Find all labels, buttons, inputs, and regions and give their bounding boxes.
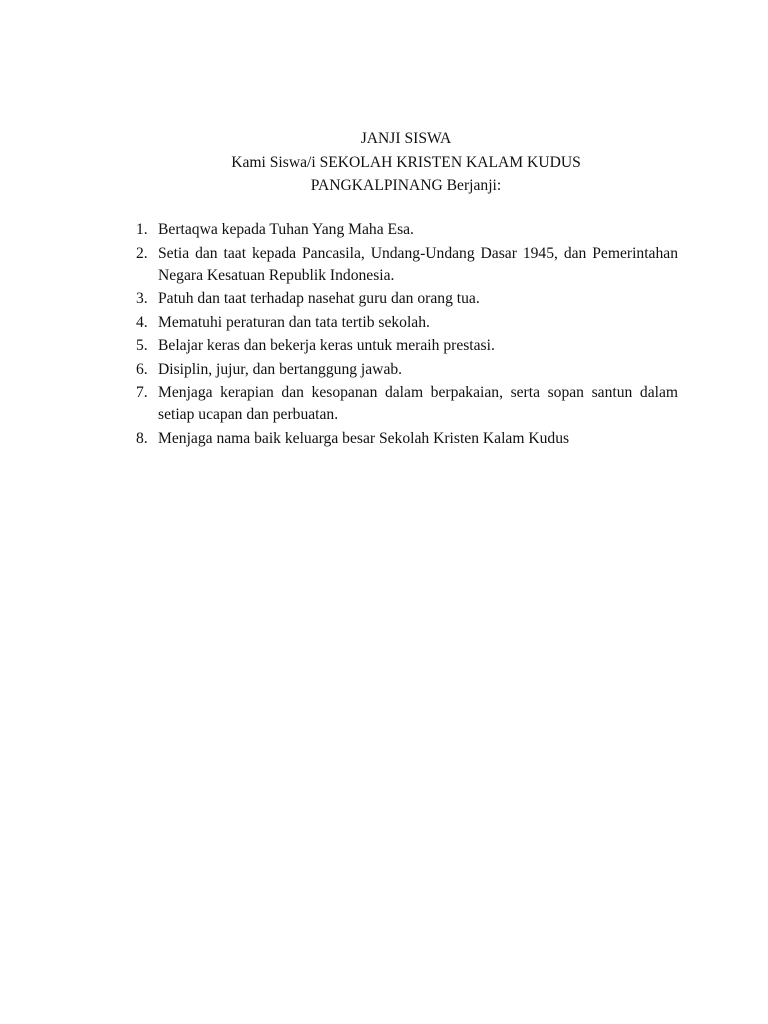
promise-list [136,219,678,451]
promise-text: Menjaga nama baik keluarga besar Sekolah Kristen Kalam Kudus [158,429,570,447]
promise-number: 2. [136,244,148,262]
document-subtitle-line-2: PANGKALPINANG Berjanji: [310,177,502,194]
promise-number: 3. [136,290,148,307]
promise-item [136,428,678,450]
promise-text: Mematuhi peraturan dan tata tertib sekolah. [158,313,430,331]
promise-item [136,288,678,310]
promise-number: 8. [136,429,148,447]
promise-number: 4. [136,313,148,331]
promise-item [136,312,678,334]
promise-text: Patuh dan taat terhadap nasehat guru dan orang tua. [158,290,480,307]
promise-text: Setia dan taat kepada Pancasila, Undang-Undang Dasar 1945, dan Pemerintahan Negara Kesatuan Republik Indonesia. [158,244,678,284]
document-title: JANJI SISWA [360,130,452,147]
promise-item [136,335,678,357]
promise-item [136,243,678,287]
promise-text: Menjaga kerapian dan kesopanan dalam berpakaian, serta sopan santun dalam setiap ucapan dan perbuatan. [158,384,678,423]
promise-number: 1. [136,221,148,238]
promise-text: Bertaqwa kepada Tuhan Yang Maha Esa. [158,221,414,238]
promise-text: Belajar keras dan bekerja keras untuk meraih prestasi. [158,337,495,354]
promise-item [136,359,678,381]
promise-number: 5. [136,337,148,354]
promise-item [136,382,678,426]
document-header [0,127,768,198]
promise-item [136,219,678,241]
promise-number: 6. [136,360,148,378]
promise-text: Disiplin, jujur, dan bertanggung jawab. [158,360,403,378]
promise-number: 7. [136,384,148,401]
document-subtitle-line-1: Kami Siswa/i SEKOLAH KRISTEN KALAM KUDUS [231,153,581,171]
